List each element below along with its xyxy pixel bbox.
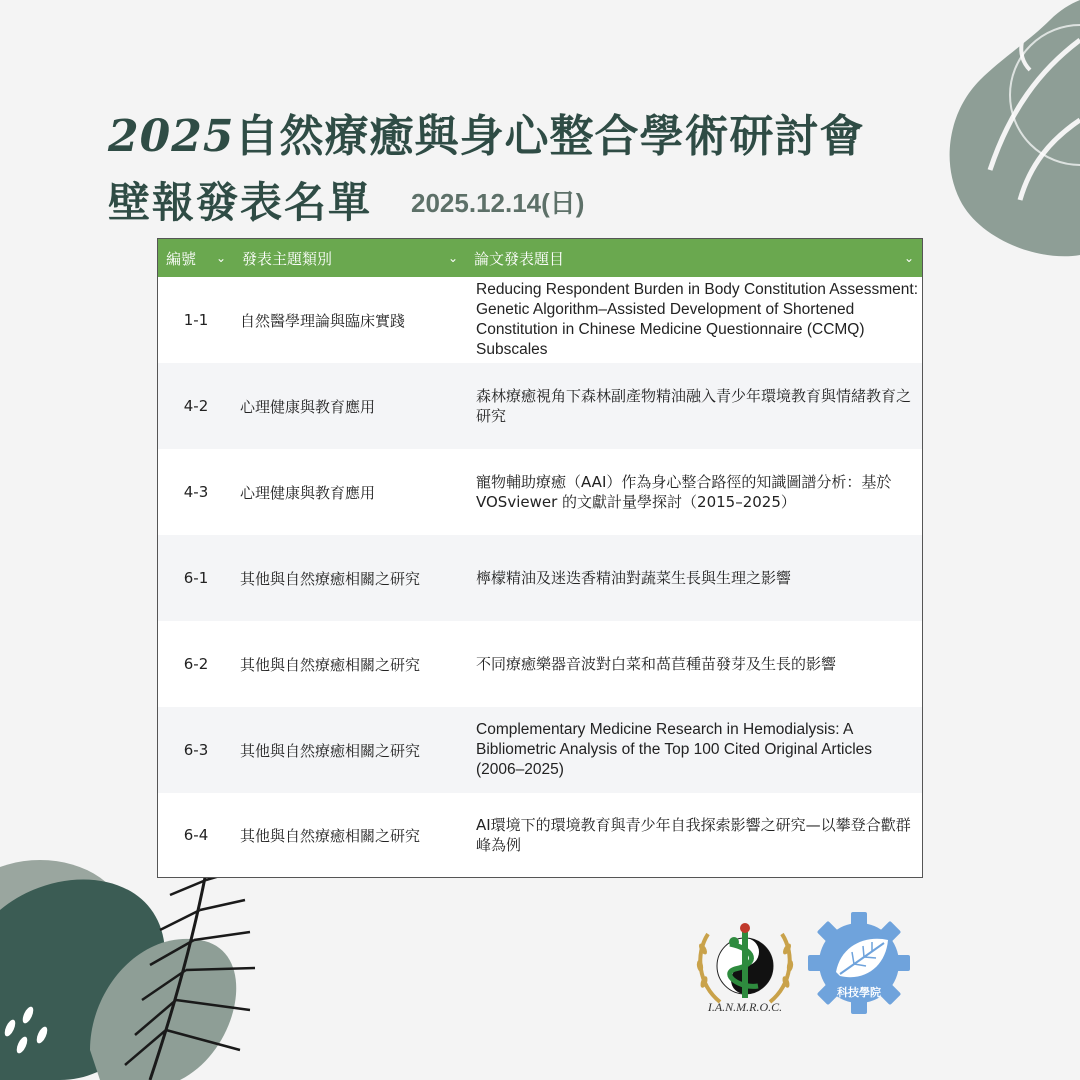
table-row xyxy=(158,449,922,535)
cell-title: 森林療癒視角下森林副產物精油融入青少年環境教育與情緒教育之研究 xyxy=(476,387,912,425)
page-title xyxy=(108,100,864,164)
event-date: 2025.12.14(日) xyxy=(411,188,585,218)
cell-title: Complementary Medicine Research in Hemodialysis: A Bibliometric Analysis of the Top 100 Cited Original Articles (2006–2025) xyxy=(476,721,873,778)
title-year: 2025 xyxy=(108,111,235,162)
cell-title: 檸檬精油及迷迭香精油對蔬菜生長與生理之影響 xyxy=(476,569,792,587)
table-row xyxy=(158,277,922,363)
cell-title: Reducing Respondent Burden in Body Constitution Assessment: Genetic Algorithm–Assisted Development of Shortened Constitution in Chinese Medicine Questionnaire (CCMQ) Subscales xyxy=(476,281,919,358)
poster-list-table xyxy=(157,238,923,878)
table-row xyxy=(158,363,922,449)
fern-leaf-decoration xyxy=(0,850,300,1080)
chevron-down-icon[interactable]: ⌄ xyxy=(903,251,914,265)
cell-category: 自然醫學理論與臨床實踐 xyxy=(240,311,406,330)
cell-id: 6-4 xyxy=(183,826,209,844)
table-header xyxy=(158,239,922,277)
table-row xyxy=(158,535,922,621)
association-caption: I.A.N.M.R.O.C. xyxy=(707,1000,783,1014)
cell-title: 不同療癒樂器音波對白菜和萵苣種苗發芽及生長的影響 xyxy=(476,655,837,673)
column-header-title[interactable]: 論文發表題目 ⌄ xyxy=(474,249,914,268)
cell-category: 其他與自然療癒相關之研究 xyxy=(240,826,421,845)
cell-id: 6-2 xyxy=(183,655,209,673)
column-header-id[interactable]: 編號 ⌄ xyxy=(166,249,226,268)
cell-category: 其他與自然療癒相關之研究 xyxy=(240,655,421,674)
chevron-down-icon[interactable]: ⌄ xyxy=(215,251,226,265)
cell-id: 6-1 xyxy=(183,569,209,587)
monstera-leaf-decoration xyxy=(920,0,1080,270)
title-event-name: 自然療癒與身心整合學術研討會 xyxy=(234,111,865,162)
cell-id: 4-3 xyxy=(183,483,209,501)
cell-category: 其他與自然療癒相關之研究 xyxy=(240,569,421,588)
cell-category: 心理健康與教育應用 xyxy=(240,397,376,416)
cell-category: 其他與自然療癒相關之研究 xyxy=(240,741,421,760)
cell-title: AI環境下的環境教育與青少年自我探索影響之研究—以攀登合歡群峰為例 xyxy=(476,816,911,854)
cell-category: 心理健康與教育應用 xyxy=(240,483,376,502)
college-logo-text: 科技學院 xyxy=(837,986,881,999)
column-header-category[interactable]: 發表主題類別 ⌄ xyxy=(242,249,458,268)
college-gear-logo xyxy=(806,910,912,1016)
cell-id: 1-1 xyxy=(183,311,209,329)
table-row xyxy=(158,621,922,707)
cell-id: 4-2 xyxy=(183,397,209,415)
page-subtitle: 壁報發表名單 xyxy=(108,178,373,227)
chevron-down-icon[interactable]: ⌄ xyxy=(447,251,458,265)
table-row xyxy=(158,707,922,793)
table-row xyxy=(158,793,922,877)
cell-title: 寵物輔助療癒（AAI）作為身心整合路徑的知識圖譜分析：基於 VOSviewer 的文獻計量學探討（2015–2025） xyxy=(476,473,892,511)
cell-id: 6-3 xyxy=(183,741,209,759)
